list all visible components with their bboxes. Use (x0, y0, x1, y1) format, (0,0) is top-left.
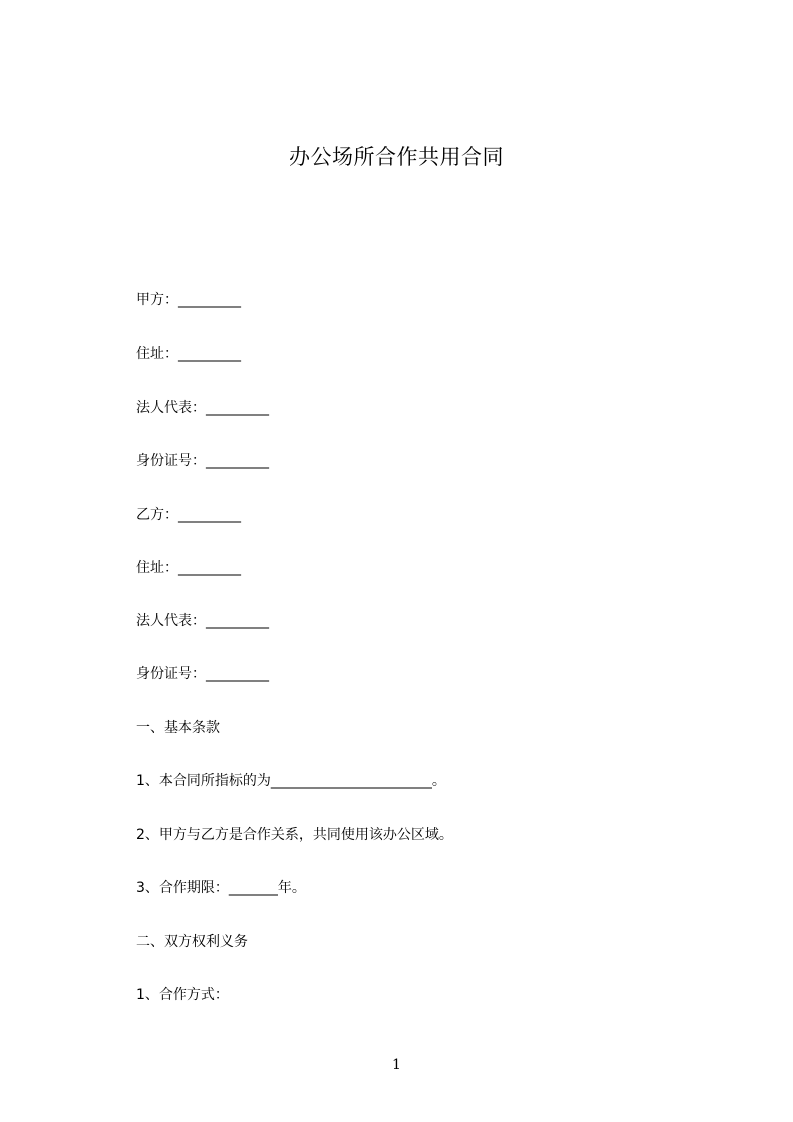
section-heading-rights-obligations: 二、双方权利义务 (136, 934, 248, 950)
party-a-id-number-line: 身份证号：_________ (136, 453, 269, 469)
clause-cooperation-method: 1、合作方式： (136, 987, 229, 1003)
clause-subject-matter: 1、本合同所指标的为_______________________。 (136, 773, 446, 789)
document-title: 办公场所合作共用合同 (289, 145, 504, 169)
party-b-legal-rep-line: 法人代表：_________ (136, 613, 269, 629)
party-a-address-line: 住址：_________ (136, 346, 241, 362)
page-number: 1 (392, 1057, 401, 1073)
clause-cooperation-relationship: 2、甲方与乙方是合作关系，共同使用该办公区域。 (136, 827, 453, 843)
clause-cooperation-term: 3、合作期限：_______年。 (136, 880, 306, 896)
section-heading-basic-terms: 一、基本条款 (136, 720, 220, 736)
party-b-id-number-line: 身份证号：_________ (136, 666, 269, 682)
party-a-name-line: 甲方：_________ (136, 292, 241, 308)
party-b-address-line: 住址：_________ (136, 560, 241, 576)
party-a-legal-rep-line: 法人代表：_________ (136, 400, 269, 416)
party-b-name-line: 乙方：_________ (136, 507, 241, 523)
